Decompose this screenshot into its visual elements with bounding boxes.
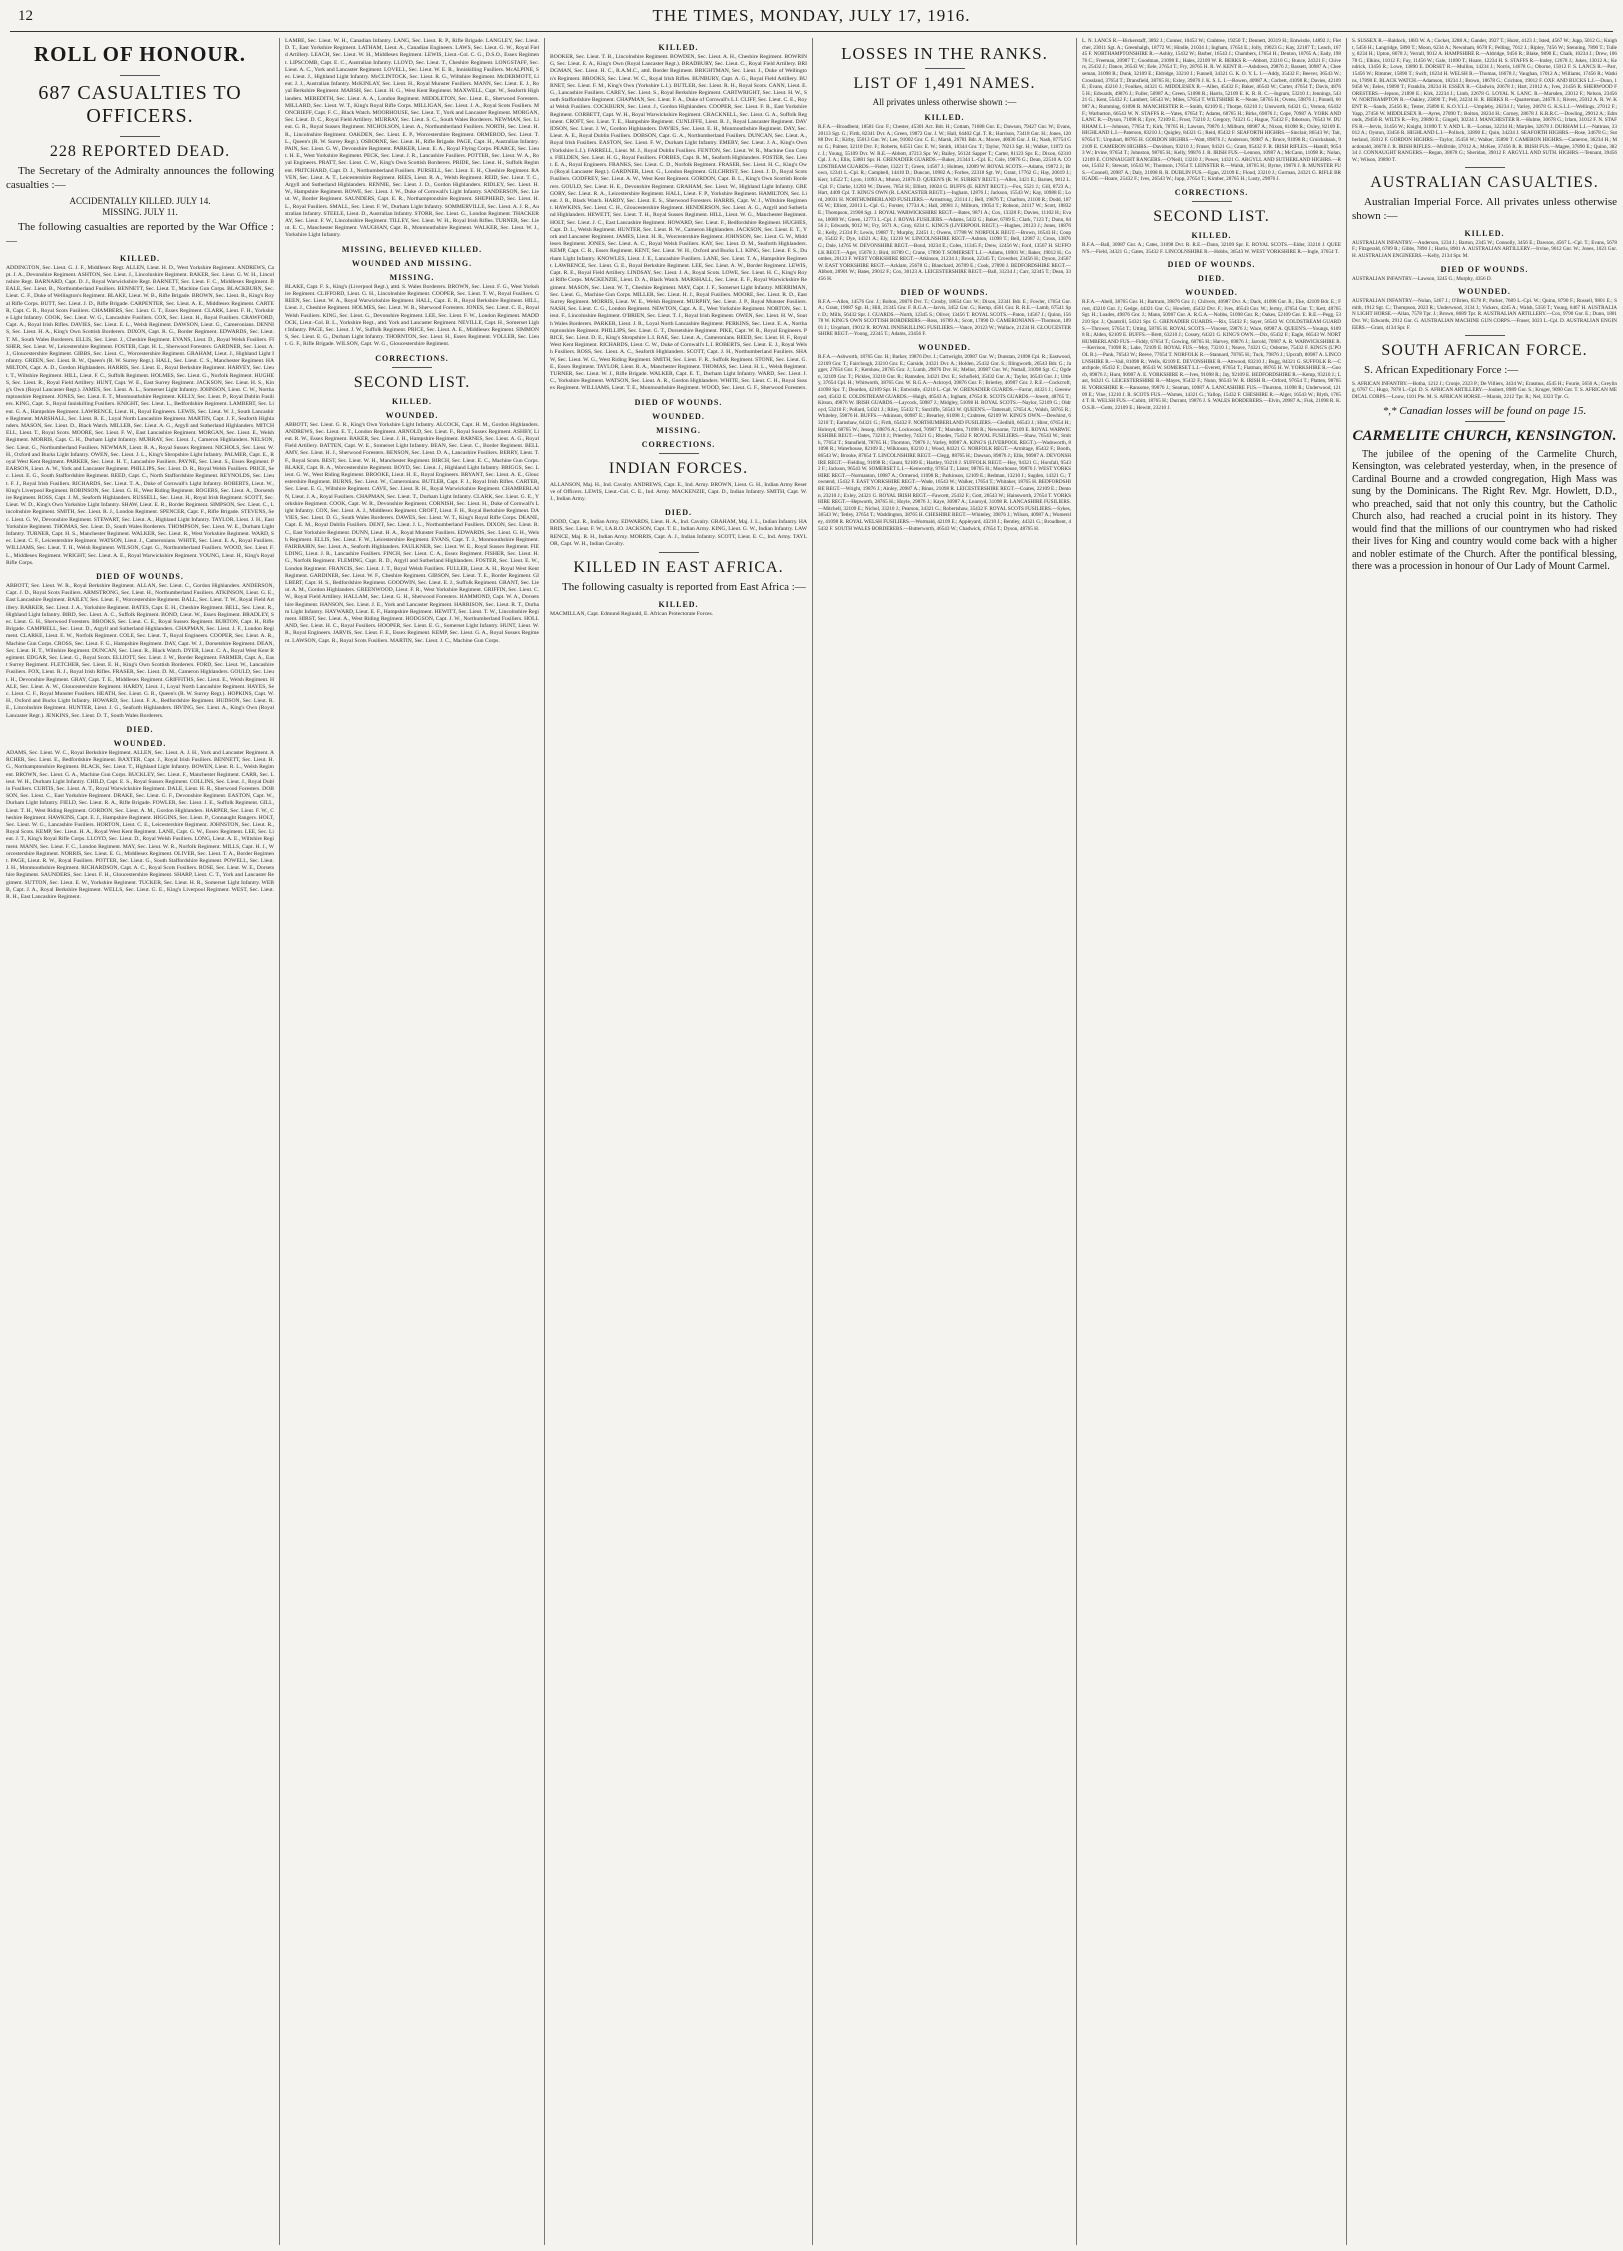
column-rule bbox=[812, 38, 813, 2245]
divider bbox=[1465, 335, 1505, 336]
column-losses-in-ranks bbox=[818, 38, 1071, 2243]
carmelite-church-article: The jubilee of the opening of the Carmelite Church, Kensington, was celebrated yesterday, when, in the presence of Cardinal Bourne and a crowded congregation, High Mass was sung by the Dominicans. The Right Rev. Mgr. Howlett, D.D., who preached, said that not only this country, but the Catholic Church also, had reached a crucial point in its history. They would find that the millions of our countrymen who had risked their lives for King and country would come back with a higher and nobler estimate of the Church. After the pontifical blessing, there was a procession in honour of Our Lady of Mount Carmel. bbox=[1352, 448, 1617, 573]
divider bbox=[925, 68, 965, 69]
admiralty-intro: The Secretary of the Admiralty announces the following casualties :— bbox=[6, 165, 274, 191]
list-count-heading: LIST OF 1,491 NAMES. bbox=[853, 75, 1036, 92]
wounded-subheading: WOUNDED. bbox=[113, 738, 167, 748]
divider bbox=[659, 453, 699, 454]
killed-subheading: KILLED. bbox=[1464, 228, 1505, 238]
page-number: 12 bbox=[18, 8, 33, 24]
ranks-intro: All privates unless otherwise shown :— bbox=[872, 97, 1017, 107]
column-rule bbox=[279, 38, 280, 2245]
casualty-list: R.F.A.—Abell, 38765 Gnr. H.; Bartram, 39876 Gnr. J.; Chilvers, 40987 Dvr. A.; Dack, 41098 Gnr. R.; Eke, 42109 Bdr. E.; Frost, 43210 Gnr. J.; Gedge, 44321 Gnr. G.; Howlett, 45432 Dvr. F.; Ives, 46543 Gnr. W.; Jermy, 47654 Gnr. T.; Kett, 48765 Sgt. H.; Loades, 49876 Gnr. J.; Mann, 50987 Gnr. A. R.G.A.—Nobbs, 51098 Gnr. R.; Oakes, 52109 Gnr. E. R.E.—Pegg, 53210 Spr. J.; Quantrill, 54321 Spr. G. GRENADIER GUARDS.—Rix, 55432 F.; Sayer, 56543 W. COLDSTREAM GUARDS.—Thrower, 57654 T.; Utting, 58765 H. ROYAL SCOTS.—Vincent, 59876 J.; Wace, 60987 A. QUEEN'S.—Youngs, 61098 R.; Alden, 62109 E. BUFFS.—Brett, 63210 J.; Cossey, 64321 G. KING'S OWN.—Dix, 65432 F.; Eagle, 66543 W. NORTHUMBERLAND FUS.—Fiddy, 67654 T.; Gowing, 68765 H.; Harvey, 69876 J.; Jarrold, 70987 A. R. WARWICKSHIRE R.—Kerrison, 71098 R.; Lake, 72109 E. ROYAL FUS.—Moy, 73210 J.; Neave, 74321 G.; Osborne, 75432 F. KING'S (L'POOL R.).—Pank, 76543 W.; Reeve, 77654 T. NORFOLK R.—Stannard, 78765 H.; Tuck, 79876 J.; Upcraft, 80987 A. LINCOLNSHIRE R.—Vail, 81098 R.; Wells, 82109 E. DEVONSHIRE R.—Attwood, 83210 J.; Bugg, 84321 G. SUFFOLK R.—Catchpole, 85432 F.; Dunnett, 86543 W. SOMERSET L.I.—Everett, 87654 T.; Flatman, 88765 H. W. YORKSHIRE R.—Gooch, 89876 J.; Hunt, 90987 A. E. YORKSHIRE R.—Ives, 91098 R.; Jay, 92109 E. BEDFORDSHIRE R.—Kemp, 93210 J.; Last, 94321 G. LEICESTERSHIRE R.—Mayes, 95432 F.; Nunn, 96543 W. R. IRISH R.—Orford, 97654 T.; Platten, 98765 H. YORKSHIRE R.—Ransome, 99876 J.; Seaman, 10987 A. LANCASHIRE FUS.—Thurston, 11098 R.; Underwood, 12109 E.; Vine, 13210 J. R. SCOTS FUS.—Warnes, 14321 G.; Yallop, 15432 F. CHESHIRE R.—Alger, 16543 W.; Blyth, 17654 T. R. WELSH FUS.—Cubitt, 18765 H.; Durrant, 19876 J. S. WALES BORDERERS.—Elvin, 20987 A.; Fisk, 21098 R. K.O.S.B.—Gotts, 22109 E.; Hewitt, 23210 J. bbox=[1082, 299, 1341, 411]
wounded-subheading: WOUNDED. bbox=[652, 411, 705, 421]
column-ranks-continued bbox=[1082, 38, 1341, 2243]
wounded-subheading: WOUNDED. bbox=[1458, 287, 1511, 297]
masthead bbox=[10, 4, 1613, 34]
casualty-list: DODD, Capt. R., Indian Army. EDWARDS, Lieut. H. A., Ind. Cavalry. GRAHAM, Maj. J. L., Indian Infantry. HARRIS, Sec. Lieut. F. W., I.A.R.O. JACKSON, Capt. T. E., Indian Army. KING, Lieut. G. W., Indian Infantry. LAWRENCE, Maj. R. H., Indian Army. MORRIS, Capt. A. J., Indian Infantry. SCOTT, Lieut. E. C., Ind. Army. TAYLOR, Capt. W. H., Indian Cavalry. bbox=[550, 519, 807, 547]
casualty-list: BOOKER, Sec. Lieut. T. B., Lincolnshire Regiment. BOWDEN, Sec. Lieut. A. H., Cheshire Regiment. BOWRING, Sec. Lieut. E. A., King's Own (Royal Lancaster Regt.). BRADBURY, Sec. Lieut. C., Royal Field Artillery. BRIDGMAN, Sec. Lieut. H. C., R.A.M.C., attd. Border Regiment. BRIGHTMAN, Sec. Lieut. J., Duke of Wellington's Regiment. BROOKS, Sec. Lieut. W. C., Royal Irish Rifles. BUNBURY, Capt. A. G., Royal Field Artillery. BURNET, Sec. Lieut. F. M., King's Own (Yorkshire L.I.). BUTLER, Sec. Lieut. R. H., Royal Scots. CANN, Lieut. E. G., Lancashire Fusiliers. CAREY, Sec. Lieut. S., Royal Berkshire Regiment. CARTWRIGHT, Sec. Lieut. H. W., South Staffordshire Regiment. CHAPMAN, Sec. Lieut. F. A., Duke of Cornwall's L.I. CLIFF, Sec. Lieut. C. E., Royal Welsh Fusiliers. COCKBURN, Sec. Lieut. J., Gordon Highlanders. COOPER, Sec. Lieut. F. R., East Yorkshire Regiment. CORBETT, Capt. W. H., Royal Warwickshire Regiment. CRACKNELL, Sec. Lieut. G. A., Suffolk Regiment. CROFT, Sec. Lieut. T. E., Hampshire Regiment. CUNLIFFE, Lieut. R. J., Royal Lancaster Regiment. DAVIDSON, Sec. Lieut. J. W., Gordon Highlanders. DAVIES, Sec. Lieut. E. H., Monmouthshire Regiment. DAY, Sec. Lieut. A. E., Royal Dublin Fusiliers. DOBSON, Capt. G. A., Northumberland Fusiliers. DUNCAN, Sec. Lieut. A., Royal Irish Fusiliers. EASTON, Sec. Lieut. F. W., Durham Light Infantry. EMERY, Sec. Lieut. J. A., King's Own (Yorkshire L.I.). FARRELL, Lieut. M. J., Royal Dublin Fusiliers. FENTON, Sec. Lieut. W. R., Machine Gun Corps. FIELDEN, Sec. Lieut. H. G., Royal Fusiliers. FORBES, Capt. R. M., Seaforth Highlanders. FOSTER, Sec. Lieut. E. A., Royal Engineers. FRANKS, Sec. Lieut. C. D., Norfolk Regiment. FRASER, Sec. Lieut. H. C., King's Own (Royal Lancaster Regt.). GARDNER, Lieut. G., London Regiment. GILCHRIST, Sec. Lieut. J. D., Royal Scots Fusiliers. GODFREY, Sec. Lieut. A. W., West Kent Regiment. GORDON, Capt. B. L., King's Own Scottish Borderers. GOULD, Sec. Lieut. H. E., Devonshire Regiment. GRAHAM, Sec. Lieut. W., Highland Light Infantry. GREGORY, Sec. Lieut. R. A., Leicestershire Regiment. HALL, Lieut. F. P., Yorkshire Regiment. HAMILTON, Sec. Lieut. J. R., Black Watch. HARDY, Sec. Lieut. E. S., Sherwood Foresters. HARRIS, Capt. W. J., Wiltshire Regiment. HAWKINS, Sec. Lieut. C. H., Gloucestershire Regiment. HENDERSON, Sec. Lieut. A. G., Argyll and Sutherland Highlanders. HEWETT, Sec. Lieut. T. H., Royal Sussex Regiment. HILL, Lieut. W. G., Manchester Regiment. HOLT, Sec. Lieut. J. C., East Lancashire Regiment. HOWARD, Sec. Lieut. F., Bedfordshire Regiment. HUGHES, Capt. D. L., Welsh Regiment. HUNTER, Sec. Lieut. R. W., Cameron Highlanders. JACKSON, Sec. Lieut. E. T., York and Lancaster Regiment. JAMES, Lieut. H. R., Worcestershire Regiment. JOHNSON, Sec. Lieut. G. W., Middlesex Regiment. JONES, Sec. Lieut. A. C., Royal Welsh Fusiliers. KAY, Sec. Lieut. D. M., Seaforth Highlanders. KEMP, Capt. C. R., Essex Regiment. KENT, Sec. Lieut. W. H., Oxford and Bucks L.I. KING, Sec. Lieut. F. S., Durham Light Infantry. KNOWLES, Lieut. J. E., Lancashire Fusiliers. LANE, Sec. Lieut. T. A., Hampshire Regiment. LAWRENCE, Sec. Lieut. G. E., Royal Berkshire Regiment. LEE, Sec. Lieut. A. W., Border Regiment. LEWIS, Capt. R. E., Royal Field Artillery. LINDSAY, Sec. Lieut. J. A., Royal Scots. LOWE, Sec. Lieut. H. C., King's Royal Rifle Corps. MACKENZIE, Lieut. D. A., Black Watch. MARSHALL, Sec. Lieut. E. F., Royal Warwickshire Regiment. MASON, Sec. Lieut. W. T., Cheshire Regiment. MAY, Capt. J. F., Somerset Light Infantry. MERRIMAN, Sec. Lieut. G., Machine Gun Corps. MILLER, Sec. Lieut. H. J., Royal Fusiliers. MOORE, Sec. Lieut. R. D., East Surrey Regiment. MORRIS, Lieut. W. E., Welsh Regiment. MURPHY, Sec. Lieut. J. P., Royal Munster Fusiliers. NASH, Sec. Lieut. C. G., London Regiment. NEWTON, Capt. A. E., West Yorkshire Regiment. NORTON, Sec. Lieut. F., Lincolnshire Regiment. O'BRIEN, Sec. Lieut. T. J., Royal Irish Regiment. OWEN, Sec. Lieut. H. W., South Wales Borderers. PARKER, Lieut. J. R., Loyal North Lancashire Regiment. PERKINS, Sec. Lieut. E. A., Northamptonshire Regiment. PHILLIPS, Sec. Lieut. G. T., Dorsetshire Regiment. PIKE, Capt. W. R., Royal Engineers. PRICE, Sec. Lieut. D. E., King's Shropshire L.I. RAE, Sec. Lieut. A., Cameronians. REED, Sec. Lieut. H. F., Royal West Kent Regiment. RICHARDS, Lieut. C. W., Duke of Cornwall's L.I. ROBERTS, Sec. Lieut. E. J., Royal Welsh Fusiliers. ROSS, Sec. Lieut. A. C., Seaforth Highlanders. SCOTT, Capt. J. H., Northumberland Fusiliers. SHAW, Sec. Lieut. W. G., West Riding Regiment. SMITH, Sec. Lieut. F. R., Suffolk Regiment. STONE, Sec. Lieut. G. E., Essex Regiment. TAYLOR, Lieut. R. A., Manchester Regiment. THOMAS, Sec. Lieut. H. L., Welsh Regiment. TURNER, Sec. Lieut. W. J., Rifle Brigade. WALKER, Capt. E. T., Durham Light Infantry. WARD, Sec. Lieut. J. C., Yorkshire Regiment. WATSON, Sec. Lieut. A. R., Gordon Highlanders. WHITE, Sec. Lieut. C. H., Royal Sussex Regiment. WILLIAMS, Lieut. T. E., Monmouthshire Regiment. WOOD, Sec. Lieut. G. F., Sherwood Foresters. bbox=[550, 54, 807, 392]
died-of-wounds-subheading: DIED OF WOUNDS. bbox=[1440, 264, 1529, 274]
divider bbox=[659, 552, 699, 553]
divider bbox=[1192, 201, 1232, 202]
accidentally-killed-label: ACCIDENTALLY KILLED. JULY 14. bbox=[69, 195, 211, 206]
missing-believed-killed-subheading: MISSING, BELIEVED KILLED. bbox=[341, 244, 483, 254]
missing-subheading: MISSING. bbox=[656, 425, 701, 435]
divider bbox=[120, 136, 160, 137]
casualty-list: AUSTRALIAN INFANTRY.—Lawson, 3245 G.; Murphy, 4356 D. bbox=[1352, 275, 1492, 282]
killed-subheading: KILLED. bbox=[924, 113, 965, 123]
casualty-list: ALLANSON, Maj. H., Ind. Cavalry. ANDREWS, Capt. E., Ind. Army. BROWN, Lieut. G. H., Indian Army Reserve of Officers. LEWIS, Lieut.-Col. C. E., Ind. Army. MACKENZIE, Capt. D., Indian Infantry. SMITH, Capt. W. J., Indian Army. bbox=[550, 481, 807, 502]
column-roll-of-honour bbox=[6, 38, 274, 2243]
second-list-heading: SECOND LIST. bbox=[1153, 208, 1270, 226]
east-africa-heading: KILLED IN EAST AFRICA. bbox=[573, 558, 784, 576]
corrections-subheading: CORRECTIONS. bbox=[375, 353, 449, 363]
casualty-list: MACMILLAN, Capt. Edmund Reginald, E. African Protectorate Forces. bbox=[550, 610, 714, 617]
carmelite-church-heading: CARMELITE CHURCH, KENSINGTON. bbox=[1352, 427, 1617, 444]
died-subheading: DIED. bbox=[1197, 274, 1225, 284]
corrections-subheading: CORRECTIONS. bbox=[641, 439, 716, 449]
casualty-list: ABBOTT, Sec. Lieut. G. R., King's Own Yorkshire Light Infantry. ALCOCK, Capt. H. M., Gordon Highlanders. ANDREWS, Sec. Lieut. E. T., London Regiment. ARNOLD, Sec. Lieut. F., Royal Sussex Regiment. ASHBY, Lieut. R. W., Essex Regiment. BAKER, Sec. Lieut. J. H., Hampshire Regiment. BARNES, Sec. Lieut. A. G., Royal Field Artillery. BATTEN, Capt. W. E., Somerset Light Infantry. BEAN, Sec. Lieut. C., Border Regiment. BELLAMY, Sec. Lieut. H. J., Sherwood Foresters. BENSON, Sec. Lieut. D. A., Lancashire Fusiliers. BERRY, Lieut. T. F., Royal Scots. BEST, Sec. Lieut. W. H., Manchester Regiment. BIRCH, Sec. Lieut. E. C., Machine Gun Corps. BLAKE, Capt. R. A., Worcestershire Regiment. BOYD, Sec. Lieut. J., Highland Light Infantry. BRIGGS, Sec. Lieut. G. W., West Riding Regiment. BROOKE, Lieut. H. E., Royal Engineers. BRYANT, Sec. Lieut. A. E., Gloucestershire Regiment. BURNS, Sec. Lieut. W., Cameronians. BUTLER, Capt. F. J., Royal Irish Rifles. CARTER, Sec. Lieut. E. G., Wiltshire Regiment. CAVE, Sec. Lieut. R. H., Royal Warwickshire Regiment. CHAMBERLAIN, Lieut. J. A., Royal Fusiliers. CHAPMAN, Sec. Lieut. T., Durham Light Infantry. CLARK, Sec. Lieut. G. E., Yorkshire Regiment. COOK, Capt. W. R., Devonshire Regiment. CORNISH, Sec. Lieut. H., Duke of Cornwall's Light Infantry. COX, Sec. Lieut. A. J., Middlesex Regiment. CROFT, Lieut. F. H., Royal Berkshire Regiment. DAVIES, Sec. Lieut. D. G., South Wales Borderers. DAWES, Sec. Lieut. W. T., King's Royal Rifle Corps. DEANE, Capt. E. M., Royal Dublin Fusiliers. DENT, Sec. Lieut. J. L., Northumberland Fusiliers. DIXON, Sec. Lieut. R. C., East Yorkshire Regiment. DUNN, Lieut. H. A., Royal Munster Fusiliers. EDWARDS, Sec. Lieut. G. H., Welsh Regiment. ELLIS, Sec. Lieut. F. W., Leicestershire Regiment. EVANS, Capt. T. J., Monmouthshire Regiment. FAIRBAIRN, Sec. Lieut. A., Seaforth Highlanders. FAULKNER, Sec. Lieut. W. E., Royal Sussex Regiment. FIELDING, Lieut. J. R., Lancashire Fusiliers. FINCH, Sec. Lieut. C. A., Essex Regiment. FISHER, Sec. Lieut. H. G., Norfolk Regiment. FLEMING, Capt. R. D., Argyll and Sutherland Highlanders. FOSTER, Sec. Lieut. E. W., London Regiment. FRANCIS, Sec. Lieut. J. T., Royal Welsh Fusiliers. FULLER, Lieut. A. H., Royal West Kent Regiment. GARDINER, Sec. Lieut. W. F., Cheshire Regiment. GIBSON, Sec. Lieut. T. E., Border Regiment. GILBERT, Capt. H. S., Bedfordshire Regiment. GOODWIN, Sec. Lieut. E. J., Suffolk Regiment. GRANT, Sec. Lieut. A. M., Gordon Highlanders. GREENWOOD, Lieut. F. R., West Yorkshire Regiment. GRIFFIN, Sec. Lieut. C. W., Royal Field Artillery. HALLAM, Sec. Lieut. G. H., Sherwood Foresters. HAMMOND, Capt. W. A., Dorsetshire Regiment. HANSON, Sec. Lieut. J. E., York and Lancaster Regiment. HARRISON, Sec. Lieut. R. T., Durham Light Infantry. HAYWARD, Lieut. E. F., Hampshire Regiment. HEWITT, Sec. Lieut. T. W., Lincolnshire Regiment. HIRST, Sec. Lieut. A., West Riding Regiment. HODGSON, Capt. J. W., Northumberland Fusiliers. HOLLAND, Sec. Lieut. H. C., Royal Fusiliers. HOOPER, Sec. Lieut. E. G., Somerset Light Infantry. HUNT, Lieut. W. R., Royal Engineers. JARVIS, Sec. Lieut. F. E., Essex Regiment. KEMP, Sec. Lieut. G. A., Royal Sussex Regiment. LAWSON, Capt. R., Royal Scots Fusiliers. MARTIN, Sec. Lieut. J. C., Machine Gun Corps. bbox=[285, 421, 539, 644]
casualty-list: ADDINGTON, Sec. Lieut. G. J. F., Middlesex Regt. ALLEN, Lieut. H. D., West Yorkshire Regiment. ANDREWS, Capt. J. A., Devonshire Regiment. ASHTON, Sec. Lieut. J., Lincolnshire Regiment. BAKER, Sec. Lieut. G. W. H., Lincolnshire Regt. BARNARD, Capt. D. J., Royal Warwickshire Regt. BARNETT, Sec. Lieut. F. C., Middlesex Regiment. BEALE, Sec. Lieut. B., Northumberland Fusiliers. BENNETT, Sec. Lieut. T., Machine Gun Corps. BLACKBURN, Sec. Lieut. C. F., Duke of Wellington's Regiment. BLAKE, Lieut. W. B., Rifle Brigade. BROWN, Sec. Lieut. R., King's Royal Rifle Corps. BUTT, Sec. Lieut. J. D., Rifle Brigade. CARPENTER, Sec. Lieut. A. E., Middlesex Regiment. CARTER, Capt. C. R., Royal Scots Fusiliers. CHAMBERS, Sec. Lieut. G. T., Essex Regiment. CLARK, Lieut. F. H., Yorkshire Light Infantry. COOK, Sec. Lieut. W. G., Lancashire Fusiliers. COX, Sec. Lieut. H., Royal Fusiliers. CRAWFORD, Capt. A., Royal Irish Rifles. DAVIES, Sec. Lieut. E. L., Welsh Regiment. DAWSON, Lieut. G., Cameronians. DENNIS, Sec. Lieut. H. A., King's Own Scottish Borderers. DIXON, Capt. R. G., Border Regiment. EDWARDS, Sec. Lieut. T. M., South Wales Borderers. ELLIS, Sec. Lieut. J., Cheshire Regiment. EVANS, Lieut. D., Royal Welsh Fusiliers. FISHER, Sec. Lieut. W., Leicestershire Regiment. FOSTER, Capt. H. L., Sherwood Foresters. GARDNER, Sec. Lieut. A. J., Gloucestershire Regiment. GIBBS, Sec. Lieut. C., Worcestershire Regiment. GRAHAM, Lieut. J., Highland Light Infantry. GREEN, Sec. Lieut. R. W., Queen's (R. W. Surrey Regt.). HALL, Sec. Lieut. C. S., Manchester Regiment. HAMILTON, Capt. A. D., Gordon Highlanders. HARRIS, Sec. Lieut. E., Royal Berkshire Regiment. HARVEY, Sec. Lieut. T., Wiltshire Regiment. HILL, Lieut. F. C., Suffolk Regiment. HOLMES, Sec. Lieut. G., Norfolk Regiment. HUGHES, Sec. Lieut. R., Royal Field Artillery. HUNT, Capt. W. E., East Surrey Regiment. JACKSON, Sec. Lieut. H. S., King's Own (Royal Lancaster Regt.). JAMES, Sec. Lieut. A. L., Somerset Light Infantry. JOHNSON, Lieut. C. W., Northamptonshire Regiment. JONES, Sec. Lieut. E. T., Monmouthshire Regiment. KELLY, Sec. Lieut. P., Royal Dublin Fusiliers. KING, Capt. S., Royal Inniskilling Fusiliers. KNIGHT, Sec. Lieut. L., Bedfordshire Regiment. LAMBERT, Sec. Lieut. G. A., Hampshire Regiment. LAWRENCE, Lieut. H., Royal Engineers. LEWIS, Sec. Lieut. W. J., South Lancashire Regiment. MARSHALL, Sec. Lieut. R. E., Loyal North Lancashire Regiment. MARTIN, Capt. J. F., Seaforth Highlanders. MASON, Sec. Lieut. D., Black Watch. MILLER, Sec. Lieut. A. G., Argyll and Sutherland Highlanders. MITCHELL, Lieut. T., Royal Scots. MOORE, Sec. Lieut. F. W., East Lancashire Regiment. MORGAN, Sec. Lieut. E., Welsh Regiment. MORRIS, Capt. C. H., Durham Light Infantry. MURRAY, Sec. Lieut. J., Cameron Highlanders. NELSON, Sec. Lieut. G., Northumberland Fusiliers. NEWMAN, Lieut. R. A., Royal Sussex Regiment. NICHOLS, Sec. Lieut. W. H., Oxford and Bucks Light Infantry. OWEN, Sec. Lieut. J. L., King's Shropshire Light Infantry. PALMER, Capt. E., Royal West Kent Regiment. PARKER, Sec. Lieut. H. T., Lancashire Fusiliers. PAYNE, Sec. Lieut. S., Essex Regiment. PEARSON, Lieut. A. W., York and Lancaster Regiment. PHILLIPS, Sec. Lieut. D. R., Royal Welsh Fusiliers. PRICE, Sec. Lieut. E. G., South Staffordshire Regiment. REED, Capt. C., North Staffordshire Regiment. REYNOLDS, Sec. Lieut. F. J., Royal Irish Fusiliers. RICHARDS, Sec. Lieut. T. A., Duke of Cornwall's Light Infantry. ROBERTS, Lieut. W., King's Liverpool Regiment. ROBINSON, Sec. Lieut. G. H., West Riding Regiment. ROGERS, Sec. Lieut. A., Dorsetshire Regiment. ROSS, Capt. J. M., Seaforth Highlanders. RUSSELL, Sec. Lieut. H., Royal Irish Regiment. SCOTT, Sec. Lieut. W. D., King's Own Yorkshire Light Infantry. SHAW, Lieut. E. R., Border Regiment. SIMPSON, Sec. Lieut. C., Lincolnshire Regiment. SMITH, Sec. Lieut. R. J., London Regiment. SPENCER, Capt. F., Rifle Brigade. STEVENS, Sec. Lieut. G. W., Devonshire Regiment. STEWART, Sec. Lieut. A., Highland Light Infantry. TAYLOR, Lieut. J. H., East Yorkshire Regiment. THOMAS, Sec. Lieut. D., South Wales Borderers. THOMPSON, Sec. Lieut. W. E., Durham Light Infantry. TURNER, Capt. H. S., Manchester Regiment. WALKER, Sec. Lieut. R., West Yorkshire Regiment. WARD, Sec. Lieut. C. F., Leicestershire Regiment. WATSON, Lieut. J., Cameronians. WHITE, Sec. Lieut. E. A., Royal Fusiliers. WILLIAMS, Sec. Lieut. T. H., Welsh Regiment. WILSON, Capt. G., Northumberland Fusiliers. WOOD, Sec. Lieut. F. L., Middlesex Regiment. WRIGHT, Sec. Lieut. A. E., Royal Warwickshire Regiment. YOUNG, Lieut. H., King's Royal Rifle Corps. bbox=[6, 264, 274, 566]
divider bbox=[120, 75, 160, 76]
killed-subheading: KILLED. bbox=[658, 43, 699, 52]
column-rule bbox=[1346, 38, 1347, 2245]
column-rule bbox=[1076, 38, 1077, 2245]
australian-intro: Australian Imperial Force. All privates unless otherwise shown :— bbox=[1352, 196, 1617, 223]
died-of-wounds-subheading: DIED OF WOUNDS. bbox=[634, 397, 723, 407]
wounded-subheading: WOUNDED. bbox=[918, 343, 971, 353]
roll-of-honour-heading: ROLL OF HONOUR. bbox=[34, 42, 246, 66]
australian-casualties-heading: AUSTRALIAN CASUALTIES. bbox=[1370, 174, 1599, 192]
indian-forces-heading: INDIAN FORCES. bbox=[608, 459, 749, 477]
killed-subheading: KILLED. bbox=[391, 396, 433, 406]
east-africa-intro: The following casualty is reported from East Africa :— bbox=[562, 580, 806, 593]
casualty-list: BLAKE, Capt. F. S., King's (Liverpool Regt.), attd. S. Wales Borderers. BROWN, Sec. Lieut. F. G., West Yorkshire Regiment. CLIFFORD, Lieut. G. H., Lincolnshire Regiment. COOPER, Sec. Lieut. T. W., Royal Fusiliers. GREEN, Sec. Lieut. W. A., Royal Warwickshire Regiment. HALL, Capt. E. R., Royal Berkshire Regiment. HILL, Lieut. J., Cheshire Regiment. HOLMES, Sec. Lieut. W. R., Sherwood Foresters. JONES, Sec. Lieut. C. E., Royal Welsh Fusiliers. KING, Sec. Lieut. G., Devonshire Regiment. LEE, Sec. Lieut. F. W., London Regiment. MADDOCK, Lieut.-Col. B. L., Yorkshire Regt., attd. York and Lancaster Regiment. NEVILLE, Capt. H., Somerset Light Infantry. PAGE, Sec. Lieut. J. W., Suffolk Regiment. PRICE, Sec. Lieut. A. E., Middlesex Regiment. SIMMONS, Sec. Lieut. E. G., Durham Light Infantry. THORNTON, Sec. Lieut. H., Essex Regiment. VOLLER, Sec. Lieut. G. F., Rifle Brigade. WILSON, Capt. W. G., Gloucestershire Regiment. bbox=[285, 283, 539, 348]
casualty-list: AUSTRALIAN INFANTRY.—Nolan, 5467 J.; O'Brien, 6578 P.; Parker, 7689 L.-Cpl. W.; Quinn, 8790 F.; Russell, 9801 E.; Smith, 1912 Sgt. C.; Thompson, 2023 R.; Underwood, 3134 J.; Vickers, 4245 A.; Walsh, 5356 T.; Young, 6467 H. AUSTRALIAN LIGHT HORSE.—Allan, 7578 Tpr. J.; Brown, 8689 Tpr. R. AUSTRALIAN ARTILLERY.—Cox, 9790 Gnr. E.; Dunn, 1801 Dvr. W.; Edwards, 2912 Gnr. G. AUSTRALIAN MACHINE GUN CORPS.—Fraser, 3023 L.-Cpl. D. AUSTRALIAN ENGINEERS.—Grant, 4134 Spr. F. bbox=[1352, 298, 1617, 331]
south-african-force-heading: SOUTH AFRICAN FORCE. bbox=[1381, 342, 1588, 360]
casualty-list: AUSTRALIAN INFANTRY.—Anderson, 1234 J.; Barton, 2345 W.; Connolly, 3456 E.; Dawson, 4567 L.-Cpl. T.; Evans, 5678 F.; Fitzgerald, 6789 R.; Gibbs, 7890 J.; Harris, 8901 A. AUSTRALIAN ARTILLERY.—Irvine, 9012 Gnr. W.; Jones, 1023 Gnr. H. AUSTRALIAN ENGINEERS.—Kelly, 2134 Spr. M. bbox=[1352, 239, 1617, 259]
corrections-subheading: CORRECTIONS. bbox=[1174, 188, 1249, 198]
died-of-wounds-subheading: DIED OF WOUNDS. bbox=[1167, 260, 1256, 270]
casualty-list: L. N. LANCS R.—Bickerstaff, 3892 J.; Conner, 10453 W.; Crabtree, 19250 T.; Dennett, 20319 H.; Entwistle, 14892 J.; Fletcher, 23011 Sgt. A.; Greenhalgh, 18772 W.; Hindle, 21034 J.; Ingham, 17654 E.; Jolly, 19023 G.; Kay, 22187 T.; Leach, 16745 F. NORTHAMPTONSHIRE R.—Ashby, 15432 W.; Barber, 16543 J.; Chambers, 17654 H.; Denton, 18765 A.; Eady, 19876 C.; Freeman, 20987 T.; Goodman, 21098 E.; Hales, 22109 W. R. BERKS R.—Abbott, 23210 G.; Bunce, 24321 F.; Chivers, 25432 J.; Dance, 26543 W.; Eele, 27654 T.; Fry, 28765 H. R. W. KENT R.—Ashdown, 29876 J.; Bassett, 30987 A.; Cheeseman, 31098 R.; Dunk, 32109 E.; Eldridge, 33210 J.; Funnell, 34321 G. K. O. Y. L. I.—Addy, 35432 F.; Beever, 36543 W.; Crossland, 37654 T.; Dransfield, 38765 H.; Exley, 39876 J. K. S. L. I.—Bowen, 40987 A.; Corbett, 41098 R.; Davies, 42109 E.; Evans, 43210 J.; Foulkes, 44321 G. MIDDLESEX R.—Allen, 45432 F.; Baker, 46543 W.; Carter, 47654 T.; Davis, 48765 H.; Edwards, 49876 J.; Fuller, 50987 A.; Green, 51098 R.; Harris, 52109 E. K. R. R. C.—Ingram, 53210 J.; Jennings, 54321 G.; Kent, 55432 F.; Lambert, 56543 W.; Miles, 57654 T. WILTSHIRE R.—Neate, 58765 H.; Ovens, 59876 J.; Pinnell, 60987 A.; Rumming, 61098 R. MANCHESTER R.—Smith, 62109 E.; Thorpe, 63210 J.; Unsworth, 64321 G.; Vernon, 65432 F.; Warburton, 66543 W. N. STAFFS R.—Yates, 67654 T.; Adams, 68765 H.; Birks, 69876 J.; Cope, 70987 A. YORK AND LANC R.—Dyson, 71098 R.; Eyre, 72109 E.; Frost, 73210 J.; Gregory, 74321 G.; Hague, 75432 F.; Ibbotson, 76543 W. DURHAM L.I.—Johnson, 77654 T.; Kirk, 78765 H.; Lawson, 79876 J.; Milburn, 80987 A.; Nixon, 81098 R.; Oxley, 82109 E. HIGHLAND L.I.—Paterson, 83210 J.; Quigley, 84321 G.; Reid, 85432 F. SEAFORTH HIGHRS.—Sinclair, 86543 W.; Tait, 87654 T.; Urquhart, 88765 H. GORDON HIGHRS.—Watt, 89876 J.; Anderson, 90987 A.; Bruce, 91098 R.; Cruickshank, 92109 E. CAMERON HIGHRS.—Davidson, 93210 J.; Fraser, 94321 G.; Grant, 95432 F. R. IRISH RIFLES.—Hamill, 96543 W.; Irvine, 97654 T.; Johnston, 98765 H.; Kelly, 99876 J. R. IRISH FUS.—Lennon, 10987 A.; McCann, 11098 R.; Nolan, 12109 E. CONNAUGHT RANGERS.—O'Neill, 13210 J.; Power, 14321 G. ARGYLL AND SUTHERLAND HIGHRS.—Ross, 15432 F.; Stewart, 16543 W.; Thomson, 17654 T. LEINSTER R.—Walsh, 18765 H.; Byrne, 19876 J. R. MUNSTER FUS.—Connell, 20987 A.; Daly, 21098 R. R. DUBLIN FUS.—Egan, 22109 E.; Flood, 23210 J.; Gorman, 24321 G. RIFLE BRIGADE.—Hoare, 25432 F.; Ives, 26543 W.; Jupp, 27654 T.; Kimber, 28765 H.; Lusty, 29876 J. bbox=[1082, 38, 1341, 183]
officer-casualties-heading: 687 CASUALTIES TO OFFICERS. bbox=[38, 82, 242, 127]
died-of-wounds-subheading: DIED OF WOUNDS. bbox=[96, 572, 184, 582]
column-rule bbox=[544, 38, 545, 2245]
wounded-and-missing-subheading: WOUNDED AND MISSING. bbox=[351, 258, 473, 268]
canadian-losses-note: *,* Canadian losses will be found on page 15. bbox=[1382, 404, 1587, 417]
war-office-intro: The following casualties are reported by the War Office :— bbox=[6, 221, 274, 247]
divider bbox=[1465, 167, 1505, 168]
column-second-list bbox=[550, 38, 807, 2243]
column-officers-continued bbox=[285, 38, 539, 2243]
losses-in-ranks-heading: LOSSES IN THE RANKS. bbox=[841, 44, 1048, 63]
casualty-list: R.F.A.—Ashworth, 18765 Gnr. H.; Barker, 19876 Dvr. J.; Cartwright, 20987 Gnr. W.; Dunstan, 21098 Cpl. R.; Eastwood, 22109 Gnr. T.; Fairclough, 23210 Gnr. E.; Garside, 24321 Dvr. A.; Holden, 25432 Gnr. S.; Illingworth, 26543 Bdr. G.; Jagger, 27654 Gnr. F.; Kershaw, 28765 Gnr. J.; Lumb, 29876 Dvr. H.; Mellor, 30987 Gnr. W.; Nuttall, 31098 Sgt. C.; Ogden, 32109 Gnr. T.; Pickles, 33210 Gnr. R.; Ramsden, 34321 Dvr. E.; Schofield, 35432 Gnr. A.; Taylor, 36543 Gnr. J.; Uttley, 37654 Cpl. H.; Whitworth, 38765 Gnr. W. R.G.A.—Ackroyd, 39876 Gnr. F.; Brierley, 40987 Gnr. J. R.E.—Cockcroft, 41098 Spr. T.; Dearden, 42109 Spr. H.; Entwistle, 43210 L.-Cpl. W. GRENADIER GUARDS.—Farrar, 44321 J.; Greenwood, 45432 E. COLDSTREAM GUARDS.—Haigh, 46543 A.; Ingham, 47654 R. SCOTS GUARDS.—Jowett, 48765 T.; Kitson, 49876 W. IRISH GUARDS.—Laycock, 50987 J.; Midgley, 51098 H. ROYAL SCOTS.—Naylor, 52109 G.; Oldroyd, 53210 F.; Pollard, 54321 J.; Riley, 55432 T.; Sutcliffe, 56543 W. QUEEN'S.—Tattersall, 57654 A.; Walsh, 58765 R.; Whiteley, 59876 H. BUFFS.—Atkinson, 60987 E.; Brearley, 61098 J.; Crabtree, 62109 W. KING'S OWN.—Dewhirst, 63210 T.; Earnshaw, 64321 G.; Firth, 65432 F. NORTHUMBERLAND FUSILIERS.—Gledhill, 66543 J.; Hirst, 67654 H.; Holroyd, 68765 W.; Jessop, 69876 A.; Lockwood, 70987 T.; Marsden, 71098 R.; Newsome, 72109 E. ROYAL WARWICKSHIRE REGT.—Oates, 73210 J.; Priestley, 74321 G.; Rhodes, 75432 F. ROYAL FUSILIERS.—Shaw, 76543 W.; Smith, 77654 T.; Stansfield, 78765 H.; Thornton, 79876 J.; Varley, 80987 A. KING'S (LIVERPOOL REGT.).—Wadsworth, 81098 R.; Waterhouse, 82109 E.; Wilkinson, 83210 J.; Wood, 84321 G. NORFOLK REGT.—Armitage, 85432 F.; Booth, 86543 W.; Brooke, 87654 T. LINCOLNSHIRE REGT.—Clegg, 88765 H.; Dawson, 89876 J.; Ellis, 90987 A. DEVONSHIRE REGT.—Fielding, 91098 R.; Gaunt, 92109 E.; Hartley, 93210 J. SUFFOLK REGT.—Hey, 94321 G.; Horsfall, 95432 F.; Jackson, 96543 W. SOMERSET L.I.—Kenworthy, 97654 T.; Lister, 98765 H.; Moorhouse, 99876 J. WEST YORKSHIRE REGT.—Normanton, 10987 A.; Ormerod, 11098 R.; Parkinson, 12109 E.; Redman, 13210 J.; Sugden, 14321 G.; Townend, 15432 F. EAST YORKSHIRE REGT.—Wade, 16543 W.; Walker, 17654 T.; Whitaker, 18765 H. BEDFORDSHIRE REGT.—Wright, 19876 J.; Ainley, 20987 A.; Binns, 21098 R. LEICESTERSHIRE REGT.—Coates, 22109 E.; Denton, 23210 J.; Exley, 24321 G. ROYAL IRISH REGT.—Fawcett, 25432 F.; Gott, 26543 W.; Hainsworth, 27654 T. YORKSHIRE REGT.—Hepworth, 28765 H.; Hoyle, 29876 J.; Kaye, 30987 A.; Learoyd, 31098 R. LANCASHIRE FUSILIERS.—Mitchell, 32109 E.; Nichol, 33210 J.; Pearson, 34321 G.; Robertshaw, 35432 F. ROYAL SCOTS FUSILIERS.—Sykes, 36543 W.; Tetley, 37654 T.; Waddington, 38765 H. CHESHIRE REGT.—Whiteley, 39876 J.; Wilson, 40987 A.; Womersley, 41098 R. ROYAL WELSH FUSILIERS.—Wormald, 42109 E.; Appleyard, 43210 J.; Bentley, 44321 G.; Broadbent, 45432 F. SOUTH WALES BORDERERS.—Butterworth, 46543 W.; Chadwick, 47654 T.; Dyson, 48765 H. bbox=[818, 354, 1071, 532]
died-subheading: DIED. bbox=[126, 724, 154, 734]
wounded-subheading: WOUNDED. bbox=[1185, 288, 1238, 298]
died-of-wounds-subheading: DIED OF WOUNDS. bbox=[900, 287, 989, 297]
missing-label: MISSING. JULY 11. bbox=[102, 206, 178, 217]
column-dominion-casualties bbox=[1352, 38, 1617, 2243]
died-subheading: DIED. bbox=[664, 508, 692, 518]
reported-dead-heading: 228 REPORTED DEAD. bbox=[49, 143, 231, 160]
divider bbox=[392, 367, 432, 368]
casualty-list: S. SUSSEX R.—Baldock, 1883 W. A.; Cocket, 3288 A.; Gander, 3927 T.; Hurst, 4123 J.; Isted, 4567 W.; Jupp, 5012 G.; Knight, 5456 H.; Langridge, 5890 T.; Moon, 6234 A.; Newnham, 6678 F.; Pelling, 7012 J.; Ripley, 7456 W.; Stenning, 7890 T.; Tulley, 8234 H.; Upton, 8678 J.; Verrall, 9012 A. HAMPSHIRE R.—Aldridge, 9456 R.; Blake, 9890 E.; Chalk, 10234 J.; Drew, 10678 G.; Elkins, 11012 F.; Fay, 11456 W.; Gale, 11890 T.; Hoare, 12234 H. S. STAFFS R.—Insley, 12678 J.; Jukes, 13012 A.; Kendrick, 13456 R.; Lowe, 13890 E. DORSET R.—Mullins, 14234 J.; Norris, 14678 G.; Oborne, 15012 F. S. LANCS R.—Parr, 15456 W.; Rimmer, 15890 T.; Swift, 16234 H. WELSH R.—Thomas, 16678 J.; Vaughan, 17012 A.; Williams, 17456 R.; Watkins, 17890 E. BLACK WATCH.—Adamson, 18234 J.; Brown, 18678 G.; Crichton, 19012 F. OXF. AND BUCKS L.I.—Dunn, 19456 W.; Eeles, 19890 T.; Franklin, 20234 H. ESSEX R.—Gladwin, 20678 J.; Hart, 21012 A.; Ives, 21456 R. SHERWOOD FORESTERS.—Jepson, 21890 E.; Kirk, 22234 J.; Limb, 22678 G. LOYAL N. LANC. R.—Marsden, 23012 F.; Nelson, 23456 W. NORTHAMPTON R.—Oakley, 23890 T.; Pell, 24234 H. R. BERKS R.—Quarterman, 24678 J.; Rivers, 25012 A. R. W. KENT R.—Sands, 25456 R.; Tester, 25890 E. K.O.Y.L.I.—Umpleby, 26234 J.; Varley, 26678 G. K.S.L.I.—Wellings, 27012 F.; Yapp, 27456 W. MIDDLESEX R.—Ayres, 27890 T.; Bolton, 28234 H.; Corney, 28678 J. K.R.R.C.—Dowling, 29012 A.; Edmonds, 29456 R. WILTS R.—Fry, 29890 E.; Gingell, 30234 J. MANCHESTER R.—Hulme, 30678 G.; Irlam, 31012 F. N. STAFFS R.—Jervis, 31456 W.; Knight, 31890 T. Y. AND L. R.—Lomas, 32234 H.; Marples, 32678 J. DURHAM L.I.—Nattrass, 33012 A.; Oyston, 33456 R. HIGHLAND L.I.—Pollock, 33890 E.; Quin, 34234 J. SEAFORTH HIGHRS.—Rose, 34678 G.; Sutherland, 35012 F. GORDON HIGHRS.—Taylor, 35456 W.; Walker, 35890 T. CAMERON HIGHRS.—Cameron, 36234 H.; Macdonald, 36678 J. R. IRISH RIFLES.—McBride, 37012 A.; McKee, 37456 R. R. IRISH FUS.—Magee, 37890 E.; Quinn, 38234 J. CONNAUGHT RANGERS.—Regan, 38678 G.; Sheridan, 39012 F. ARGYLL AND SUTH. HIGHRS.—Tennant, 39456 W.; Wilson, 39890 T. bbox=[1352, 38, 1617, 163]
wounded-subheading: WOUNDED. bbox=[385, 410, 439, 420]
casualty-list: R.F.A.—Broadbent, 18581 Gnr. F.; Chester, 45301 Act. Bdr. H.; Cottam, 71688 Gnr. E.; Dawson, 79427 Gnr. W.; Evans, 20113 Sgt. G.; Firth, 82341 Dvr. A.; Green, 19872 Gnr. J. W.; Hall, 64402 Cpl. T. R.; Harrison, 73418 Gnr. H.; Jones, 12088 Dvr. E.; Kirby, 55013 Gnr. W.; Lee, 91002 Gnr. C. E.; Marsh, 26781 Bdr. A.; Moore, 40036 Gnr. J. H.; Nash, 87754 Gnr. G.; Palmer, 32110 Dvr. F.; Roberts, 64551 Gnr. E. W.; Smith, 18344 Gnr. T.; Taylor, 70213 Sgt. H.; Walker, 11872 Gnr. J.; Young, 55109 Dvr. W. R.E.—Abbott, 47213 Spr. W.; Bailey, 56124 Sapper T.; Carter, 81123 Spr. E.; Dixon, 62310 Cpl. J. A.; Ellis, 53881 Spr. H. GRENADIER GUARDS.—Baker, 21344 L.-Cpl. E.; Cole, 19876 G.; Dean, 22510 A. COLDSTREAM GUARDS.—Fisher, 13221 T.; Green, 14567 J.; Holmes, 12009 W. ROYAL SCOTS.—Adams, 19872 J.; Brown, 12341 L.-Cpl. R.; Campbell, 14410 D.; Duncan, 10982 A.; Forbes, 22318 Sgt. W.; Grant, 17762 G.; Hay, 20019 J.; Kerr, 14522 T.; Lyon, 11093 A.; Munro, 21876 D. QUEEN'S (R. W. SURREY REGT.).—Allen, 3421 E.; Barnes, 9812 L.-Cpl. F.; Clarke, 11203 W.; Dawes, 7654 H.; Elliott, 10024 G. BUFFS (E. KENT REGT.).—Fox, 5521 J.; Gill, 8723 A.; Hart, 4409 Cpl. T. KING'S OWN (R. LANCASTER REGT.).—Ingham, 12876 J.; Jackson, 15543 W.; Kay, 10988 E.; Lord, 20031 H. NORTHUMBERLAND FUSILIERS.—Armstrong, 23114 J.; Bell, 19876 T.; Charlton, 21100 R.; Dodd, 18765 W.; Elliott, 22013 L.-Cpl. G.; Forster, 17734 A.; Hall, 20981 J.; Milburn, 19054 T.; Robson, 24117 W.; Scott, 18832 E.; Thompson, 21908 Sgt. J. ROYAL WARWICKSHIRE REGT.—Bates, 9871 A.; Cox, 13328 F.; Davies, 11102 H.; Evans, 10089 W.; Green, 12773 L.-Cpl. J. ROYAL FUSILIERS.—Adams, 5432 G.; Baker, 6789 E.; Clark, 7123 T.; Dunn, 8456 J.; Edwards, 9012 W.; Fry, 5671 A.; Gray, 6234 C. KING'S (LIVERPOOL REGT.).—Hughes, 20123 J.; Jones, 18876 E.; Kelly, 21334 P.; Lewis, 19087 T.; Murphy, 22451 J.; Owens, 17788 W. NORFOLK REGT.—Brown, 16543 H.; Cooper, 15432 F.; Dye, 14321 A.; Ely, 13210 W. LINCOLNSHIRE REGT.—Ashton, 11098 T.; Bell, 12987 J.; Cross, 13876 G.; Dale, 14765 W. DEVONSHIRE REGT.—Bond, 10234 E.; Coles, 11345 F.; Drew, 12456 W.; Ford, 13567 H. SUFFOLK REGT.—Ager, 15678 J.; Bird, 16789 C.; Crane, 17890 T. SOMERSET L.I.—Adams, 18901 W.; Baker, 19012 H.; Coombes, 20123 F. WEST YORKSHIRE REGT.—Atkinson, 21234 J.; Brook, 22345 T.; Crowther, 23456 H.; Dyson, 24567 W. EAST YORKSHIRE REGT.—Acklam, 25678 G.; Blanchard, 26789 E.; Cook, 27890 J. BEDFORDSHIRE REGT.—Abbott, 28901 W.; Bates, 29012 F.; Cox, 30123 A. LEICESTERSHIRE REGT.—Ball, 31234 J.; Carr, 32345 T.; Dean, 33456 H. bbox=[818, 124, 1071, 282]
casualty-list: ADAMS, Sec. Lieut. W. C., Royal Berkshire Regiment. ALLEN, Sec. Lieut. A. J. H., York and Lancaster Regiment. ARCHER, Sec. Lieut. E., Bedfordshire Regiment. BAXTER, Capt. J., Royal Irish Fusiliers. BENNETT, Sec. Lieut. H. G., Northamptonshire Regiment. BLACK, Sec. Lieut. T., Highland Light Infantry. BOWEN, Lieut. R. L., Welsh Regiment. BROWN, Sec. Lieut. G. A., Machine Gun Corps. BUCKLEY, Sec. Lieut. F., Manchester Regiment. CARR, Sec. Lieut. W. H., Durham Light Infantry. CHILD, Capt. E. S., Royal Sussex Regiment. COLLINS, Sec. Lieut. J., Royal Dublin Fusiliers. CURTIS, Sec. Lieut. A. T., Royal Warwickshire Regiment. DALE, Lieut. H. R., Sherwood Foresters. DOBSON, Sec. Lieut. C., East Yorkshire Regiment. DRAKE, Sec. Lieut. G. F., Devonshire Regiment. EASTON, Capt. W., Durham Light Infantry. FIELD, Sec. Lieut. R. A., Rifle Brigade. FOWLER, Sec. Lieut. J. E., Suffolk Regiment. GILL, Lieut. T. H., West Riding Regiment. GORDON, Sec. Lieut. A. M., Gordon Highlanders. HARPER, Sec. Lieut. F. W., Cheshire Regiment. HAWKINS, Capt. E. J., Hampshire Regiment. HIGGINS, Sec. Lieut. P., Connaught Rangers. HOLT, Sec. Lieut. W. G., Lancashire Fusiliers. HORTON, Lieut. C. E., Leicestershire Regiment. JOHNSTON, Sec. Lieut. R., Royal Scots. KEMP, Sec. Lieut. H. A., Royal West Kent Regiment. LANE, Capt. G. W., Essex Regiment. LEE, Sec. Lieut. J. T., King's Royal Rifle Corps. LLOYD, Sec. Lieut. D., Royal Welsh Fusiliers. LONG, Lieut. A. E., Wiltshire Regiment. MANN, Sec. Lieut. F. C., London Regiment. MAY, Sec. Lieut. W. R., Norfolk Regiment. MILLS, Capt. H. J., Worcestershire Regiment. NORRIS, Sec. Lieut. E. G., Middlesex Regiment. OLIVER, Sec. Lieut. T. A., Border Regiment. PAGE, Lieut. R. W., Royal Fusiliers. POTTER, Sec. Lieut. G., South Staffordshire Regiment. POWELL, Sec. Lieut. J. H., Monmouthshire Regiment. RICHARDSON, Capt. A. C., Royal Scots Fusiliers. ROSE, Sec. Lieut. W. E., Dorsetshire Regiment. SAUNDERS, Sec. Lieut. F. H., Gloucestershire Regiment. SHARP, Lieut. C. T., York and Lancaster Regiment. SUTTON, Sec. Lieut. E. W., Yorkshire Regiment. TUCKER, Sec. Lieut. H. R., Somerset Light Infantry. WEBB, Capt. J. A., Royal Berkshire Regiment. WELLS, Sec. Lieut. G. E., King's Liverpool Regiment. WEST, Sec. Lieut. R. H., East Lancashire Regiment. bbox=[6, 749, 274, 900]
masthead-title: THE TIMES, MONDAY, JULY 17, 1916. bbox=[652, 6, 971, 25]
killed-subheading: KILLED. bbox=[119, 253, 161, 263]
casualty-list: LAMBE, Sec. Lieut. W. H., Canadian Infantry. LANG, Sec. Lieut. R. P., Rifle Brigade. LANGLEY, Sec. Lieut. D. T., East Yorkshire Regiment. LATHAM, Lieut. A., Canadian Engineers. LAWS, Sec. Lieut. G. W., Royal Field Artillery. LEACH, Sec. Lieut. W. H., Middlesex Regiment. LEWIS, Lieut.-Col. C. G., D.S.O., Essex Regiment. LIPSCOMB, Capt. E. C., Australian Infantry. LLOYD, Sec. Lieut. T., Cheshire Regiment. LONGSTAFF, Sec. Lieut. A. C., York and Lancaster Regiment. LOVELL, Sec. Lieut. W. E. R., Inniskilling Fusiliers. McALPINE, Sec. Lieut. J., Highland Light Infantry. McCLINTOCK, Sec. Lieut. R. G., Wiltshire Regiment. McDERMOTT, Lieut. J. J., Australian Infantry. McKINLAY, Sec. Lieut. H., Royal Munster Fusiliers. MANN, Sec. Lieut. E. J., Royal Berkshire Regiment. MARSH, Sec. Lieut. H. G., West Kent Regiment. MAXWELL, Capt. W., Seaforth Highlanders. MEREDITH, Sec. Lieut. A. A., London Regiment. MIDDLETON, Sec. Lieut. E., Sherwood Foresters. MILLARD, Sec. Lieut. W. T., King's Royal Rifle Corps. MILLIGAN, Sec. Lieut. J. A., Royal Scots Fusiliers. MONCRIEFF, Capt. F. C., Black Watch. MOORHOUSE, Sec. Lieut. T., York and Lancaster Regiment. MORGAN, Sec. Lieut. D. C., Royal Field Artillery. MURRAY, Sec. Lieut. S. C., South Wales Borderers. NEWMAN, Sec. Lieut. G. R., Royal Sussex Regiment. NICHOLSON, Lieut. A., Northumberland Fusiliers. NORTH, Sec. Lieut. H. R., Lincolnshire Regiment. OAKDEN, Sec. Lieut. E. P., Worcestershire Regiment. ORMEROD, Sec. Lieut. T. L., Queen's (R. W. Surrey Regt.). OSBORNE, Sec. Lieut. H., Rifle Brigade. PAGE, Capt. H., Australian Infantry. PAIN, Sec. Lieut. G. W., Devonshire Regiment. PARKER, Lieut. E. A., Royal Flying Corps. PEARCE, Sec. Lieut. H. E., West Yorkshire Regiment. PECK, Sec. Lieut. J. R., Lancashire Fusiliers. POTTER, Sec. Lieut. W. A., Royal Engineers. PRATT, Sec. Lieut. C. W., King's Own Scottish Borderers. PRIDE, Sec. Lieut. H., Suffolk Regiment. PRITCHARD, Capt. D. J., Northumberland Fusiliers. PURSELL, Sec. Lieut. E. H., Cheshire Regiment. RAVEN, Sec. Lieut. A. T., Leicestershire Regiment. REES, Lieut. R. A., Welsh Regiment. REID, Sec. Lieut. T. C., Argyll and Sutherland Highlanders. RENNIE, Sec. Lieut. J. D., Gordon Highlanders. RIDLEY, Sec. Lieut. H. W., Hampshire Regiment. ROWE, Sec. Lieut. J. W., Duke of Cornwall's Light Infantry. SANDERSON, Sec. Lieut. W., Border Regiment. SAUNDERS, Capt. E. R., Northamptonshire Regiment. SHEPHERD, Sec. Lieut. H. L., Royal Fusiliers. SMALL, Sec. Lieut. F. W., Durham Light Infantry. SOMMERVILLE, Sec. Lieut. A. J. R., Australian Infantry. STEELE, Lieut. D., Australian Infantry. STORR, Sec. Lieut. G., London Regiment. THACKERAY, Sec. Lieut. F. W., Lincolnshire Regiment. TILLEY, Sec. Lieut. W. H., Royal Irish Rifles. TURNER, Sec. Lieut. E. C., Manchester Regiment. VAUGHAN, Capt. R., Monmouthshire Regiment. WALKER, Sec. Lieut. W. J., Yorkshire Light Infantry. bbox=[285, 38, 539, 239]
second-list-heading: SECOND LIST. bbox=[353, 373, 471, 391]
missing-subheading: MISSING. bbox=[389, 272, 435, 282]
masthead-rule bbox=[10, 31, 1613, 32]
casualty-list: R.F.A.—Allen, 14576 Gnr. J.; Bolton, 20876 Dvr. T.; Crosby, 18654 Gnr. W.; Dixon, 22341 Bdr. E.; Fowler, 17654 Gnr. A.; Grant, 19087 Sgt. H.; Hill, 21345 Gnr. F. R.G.A.—Jarvis, 3452 Gnr. G.; Kemp, 4561 Gnr. R. R.E.—Lamb, 67541 Spr. D.; Mills, 56432 Spr. J. GUARDS.—North, 12345 S.; Oliver, 13456 T. ROYAL SCOTS.—Paton, 14567 J.; Quinn, 15678 W. KING'S OWN SCOTTISH BORDERERS.—Ross, 16789 A.; Scott, 17890 D. CAMERONIANS.—Thomson, 18901 J.; Urquhart, 19012 R. ROYAL INNISKILLING FUSILIERS.—Vance, 20123 W.; Wallace, 21234 H. GLOUCESTERSHIRE REGT.—Young, 22345 T.; Adams, 23456 F. bbox=[818, 298, 1071, 338]
killed-subheading: KILLED. bbox=[658, 599, 699, 609]
casualty-list: ABBOTT, Sec. Lieut. W. R., Royal Berkshire Regiment. ALLAN, Sec. Lieut. C., Gordon Highlanders. ANDERSON, Capt. J. D., Royal Scots Fusiliers. ARMSTRONG, Sec. Lieut. H., Northumberland Fusiliers. ATKINSON, Lieut. G. E., East Lancashire Regiment. BAILEY, Sec. Lieut. F., Worcestershire Regiment. BALL, Sec. Lieut. T. W., Royal Field Artillery. BARKER, Sec. Lieut. J. A., Yorkshire Regiment. BATES, Capt. E. H., Cheshire Regiment. BELL, Sec. Lieut. R., Highland Light Infantry. BIRD, Sec. Lieut. A. C., Suffolk Regiment. BOND, Lieut. W., Essex Regiment. BRADLEY, Sec. Lieut. G. H., Sherwood Foresters. BROOKS, Sec. Lieut. C. E., Royal Sussex Regiment. BURTON, Capt. H., Rifle Brigade. CAMPBELL, Sec. Lieut. D., Argyll and Sutherland Highlanders. CHAPMAN, Sec. Lieut. J. F., London Regiment. CLARKE, Lieut. E. W., Norfolk Regiment. COLE, Sec. Lieut. T., Royal Engineers. COOPER, Sec. Lieut. A. R., Machine Gun Corps. CROSS, Sec. Lieut. F. G., Hampshire Regiment. DAY, Capt. W. J., Dorsetshire Regiment. DEAN, Sec. Lieut. H. T., Wiltshire Regiment. DUNCAN, Sec. Lieut. R., Black Watch. DYER, Lieut. C. A., Royal West Kent Regiment. EDGAR, Sec. Lieut. G., Royal Scots. ELLIOTT, Sec. Lieut. J. W., Border Regiment. FARMER, Capt. A., East Surrey Regiment. FLETCHER, Sec. Lieut. E. H., King's Own Scottish Borderers. FORD, Sec. Lieut. W., Lancashire Fusiliers. FOX, Lieut. R. J., Royal Irish Rifles. FRASER, Sec. Lieut. D. M., Cameron Highlanders. GOULD, Sec. Lieut. H., Devonshire Regiment. GRAY, Capt. T. E., Middlesex Regiment. GRIFFITHS, Sec. Lieut. E., Welsh Regiment. HALE, Sec. Lieut. A. W., Gloucestershire Regiment. HARDY, Lieut. J., Loyal North Lancashire Regiment. HAYES, Sec. Lieut. C. F., Royal Munster Fusiliers. HEATH, Sec. Lieut. G. R., Queen's (R. W. Surrey Regt.). HOPKINS, Capt. W. H., Oxford and Bucks Light Infantry. HOWARD, Sec. Lieut. F. A., Bedfordshire Regiment. HUDSON, Sec. Lieut. R. E., Lincolnshire Regiment. HUNTER, Lieut. J. G., Seaforth Highlanders. IRVING, Sec. Lieut. A., King's Own (Royal Lancaster Regt.). JENKINS, Sec. Lieut. D. T., South Wales Borderers. bbox=[6, 583, 274, 719]
killed-subheading: KILLED. bbox=[1191, 231, 1232, 241]
casualty-list: R.F.A.—Ball, 30987 Gnr. A.; Cates, 31098 Dvr. R. R.E.—Dann, 32109 Spr. E. ROYAL SCOTS.—Elder, 33210 J. QUEEN'S.—Field, 34321 G.; Gates, 35432 F. LINCOLNSHIRE R.—Hobbs, 36543 W. WEST YORKSHIRE R.—Ingle, 37654 T. bbox=[1082, 242, 1341, 255]
south-african-intro: S. African Expeditionary Force :— bbox=[1364, 364, 1519, 377]
divider bbox=[1465, 421, 1505, 422]
casualty-list: S. AFRICAN INFANTRY.—Botha, 1212 J.; Cronje, 2323 P.; De Villiers, 3434 W.; Erasmus, 4545 H.; Fourie, 5656 A.; Greyling, 6767 C.; Hugo, 7878 L.-Cpl. D. S. AFRICAN ARTILLERY.—Joubert, 8989 Gnr. S.; Kruger, 9090 Gnr. T. S. AFRICAN MEDICAL CORPS.—Louw, 1101 Pte. M. S. AFRICAN HORSE.—Marais, 2212 Tpr. R.; Nel, 3323 Tpr. G. bbox=[1352, 380, 1617, 401]
